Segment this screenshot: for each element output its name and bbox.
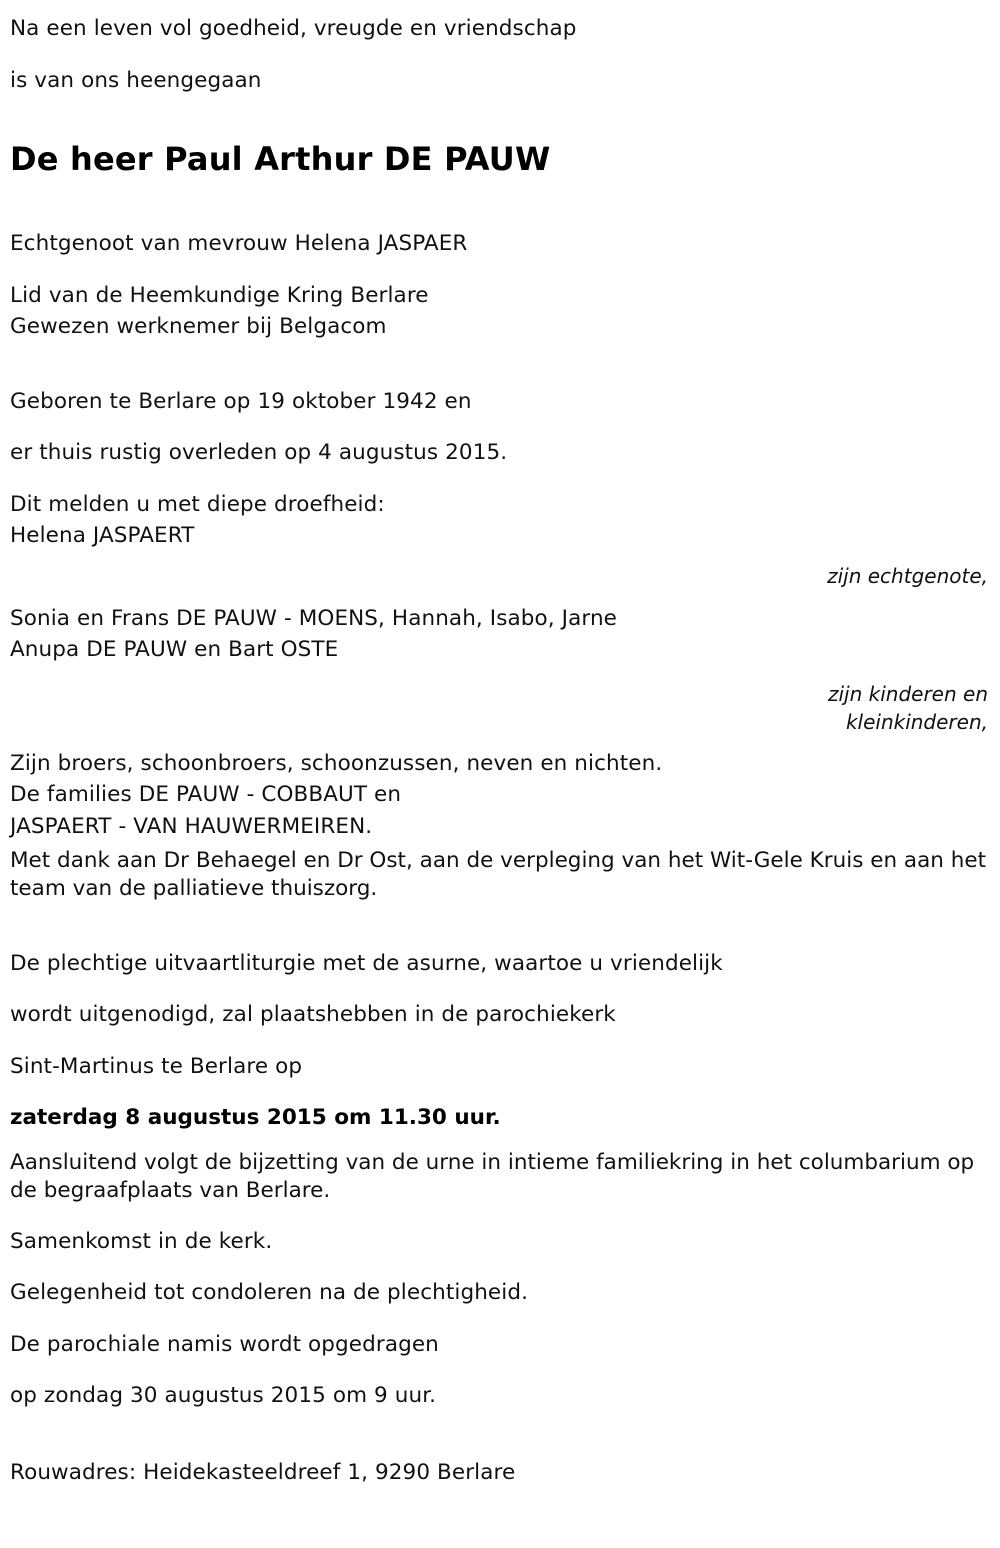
service-invitation-line-1: De plechtige uitvaartliturgie met de asurne, waartoe u vriendelijk [10, 950, 723, 976]
service-datetime: zaterdag 8 augustus 2015 om 11.30 uur. [10, 1105, 501, 1131]
intro-line-2: is van ons heengegaan [10, 67, 262, 93]
burial-paragraph: Aansluitend volgt de bijzetting van de urne in intieme familiekring in het columbarium op de begraafplaats van Berlare. [10, 1149, 975, 1204]
mass-line-1: De parochiale namis wordt opgedragen [10, 1331, 439, 1357]
condolences-line: Gelegenheid tot condoleren na de plechtigheid. [10, 1280, 529, 1305]
spouse-relation-label: zijn echtgenote, [827, 563, 988, 588]
families-line-1: De families DE PAUW - COBBAUT en [10, 782, 402, 807]
gathering-line: Samenkomst in de kerk. [10, 1228, 273, 1254]
membership-line: Lid van de Heemkundige Kring Berlare [10, 282, 429, 308]
announcement-heading: Dit melden u met diepe droefheid: [10, 491, 385, 517]
deceased-name: De heer Paul Arthur DE PAUW [10, 140, 551, 178]
service-church-line: Sint-Martinus te Berlare op [10, 1053, 303, 1079]
death-line: er thuis rustig overleden op 4 augustus 2015. [10, 440, 508, 465]
employment-line: Gewezen werknemer bij Belgacom [10, 314, 387, 339]
spouse-of-line: Echtgenoot van mevrouw Helena JASPAER [10, 231, 468, 256]
intro-line-1: Na een leven vol goedheid, vreugde en vriendschap [10, 16, 577, 41]
relatives-line: Zijn broers, schoonbroers, schoonzussen, neven en nichten. [10, 750, 663, 776]
families-line-2: JASPAERT - VAN HAUWERMEIREN. [10, 813, 373, 839]
children-relation-label-1: zijn kinderen en [828, 681, 988, 706]
mass-line-2: op zondag 30 augustus 2015 om 9 uur. [10, 1383, 437, 1408]
children-relation-label-2: kleinkinderen, [845, 709, 988, 734]
thanks-paragraph: Met dank aan Dr Behaegel en Dr Ost, aan de verpleging van het Wit-Gele Kruis en aan het team van de palliatieve thuiszorg. [10, 848, 987, 902]
birth-line: Geboren te Berlare op 19 oktober 1942 en [10, 388, 472, 414]
service-invitation-line-2: wordt uitgenodigd, zal plaatshebben in de parochiekerk [10, 1002, 616, 1028]
spouse-name: Helena JASPAERT [10, 523, 195, 548]
children-line-2: Anupa DE PAUW en Bart OSTE [10, 637, 339, 662]
mourning-address: Rouwadres: Heidekasteeldreef 1, 9290 Berlare [10, 1459, 516, 1485]
children-line-1: Sonia en Frans DE PAUW - MOENS, Hannah, Isabo, Jarne [10, 605, 618, 631]
